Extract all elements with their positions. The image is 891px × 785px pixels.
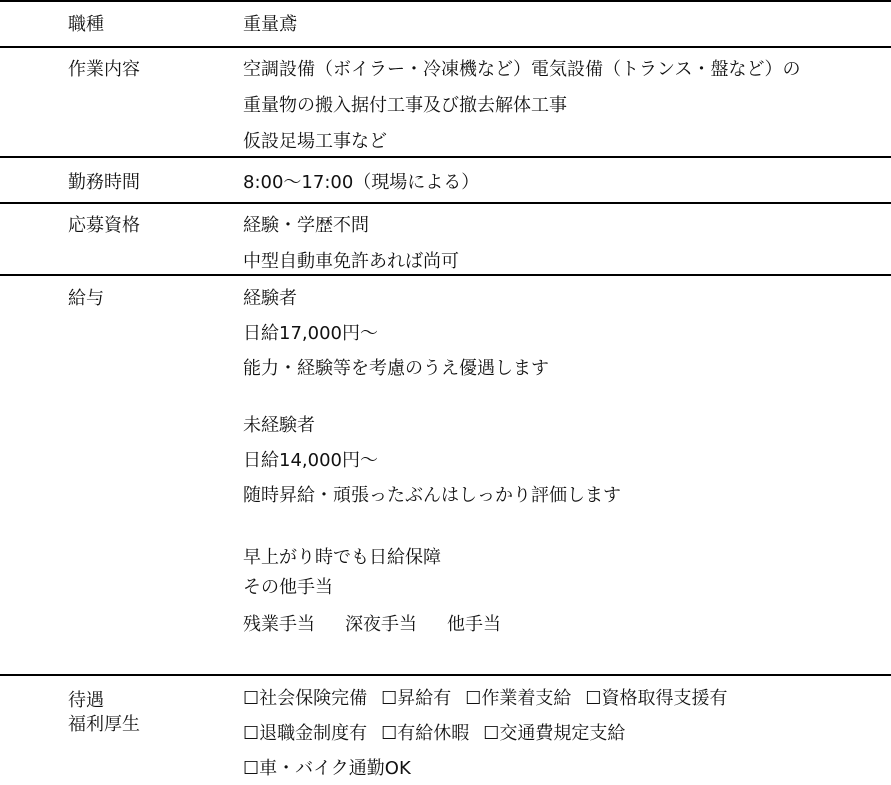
work-content-line: 重量物の搬入据付工事及び撤去解体工事 — [243, 95, 567, 116]
row-divider — [0, 46, 891, 48]
benefit-item: ☐退職金制度有 — [243, 723, 368, 744]
benefits-row — [243, 758, 411, 780]
label-welfare: 福利厚生 — [68, 714, 140, 735]
value-work-hours: 8:00～17:00（現場による） — [243, 172, 480, 193]
salary-line: 日給14,000円～ — [243, 450, 378, 471]
label-work-hours: 勤務時間 — [68, 172, 140, 193]
salary-line: 能力・経験等を考慮のうえ優遇します — [243, 358, 549, 379]
benefit-item: ☐作業着支給 — [465, 688, 572, 709]
benefit-item: ☐昇給有 — [381, 688, 452, 709]
benefit-item: ☐有給休暇 — [381, 723, 470, 744]
work-content-line: 空調設備（ボイラー・冷凍機など）電気設備（トランス・盤など）の — [243, 59, 801, 80]
row-divider — [0, 202, 891, 204]
salary-line: 経験者 — [243, 288, 297, 309]
salary-line: 未経験者 — [243, 415, 315, 436]
allowances-line — [243, 614, 501, 636]
value-job-type: 重量鳶 — [243, 14, 297, 35]
salary-line: その他手当 — [243, 577, 333, 598]
label-work-content: 作業内容 — [68, 59, 140, 80]
benefit-item: ☐車・バイク通勤OK — [243, 758, 411, 779]
row-divider — [0, 0, 891, 2]
benefit-item: ☐交通費規定支給 — [483, 723, 626, 744]
benefit-item: ☐資格取得支援有 — [585, 688, 728, 709]
label-benefits: 待遇 — [68, 690, 104, 711]
salary-line: 随時昇給・頑張ったぶんはしっかり評価します — [243, 485, 621, 506]
benefits-row — [243, 688, 728, 710]
label-job-type: 職種 — [68, 14, 104, 35]
allowance-item: 残業手当 — [243, 614, 315, 635]
row-divider — [0, 156, 891, 158]
row-divider — [0, 274, 891, 276]
benefit-item: ☐社会保険完備 — [243, 688, 368, 709]
allowance-item: 深夜手当 — [345, 614, 417, 635]
salary-line: 早上がり時でも日給保障 — [243, 547, 441, 568]
label-qualification: 応募資格 — [68, 215, 140, 236]
label-salary: 給与 — [68, 288, 104, 309]
allowance-item: 他手当 — [447, 614, 501, 635]
qualification-line: 経験・学歴不問 — [243, 215, 369, 236]
work-content-line: 仮設足場工事など — [243, 131, 387, 152]
salary-line: 日給17,000円～ — [243, 323, 378, 344]
qualification-line: 中型自動車免許あれば尚可 — [243, 251, 459, 272]
row-divider — [0, 674, 891, 676]
benefits-row — [243, 723, 625, 745]
